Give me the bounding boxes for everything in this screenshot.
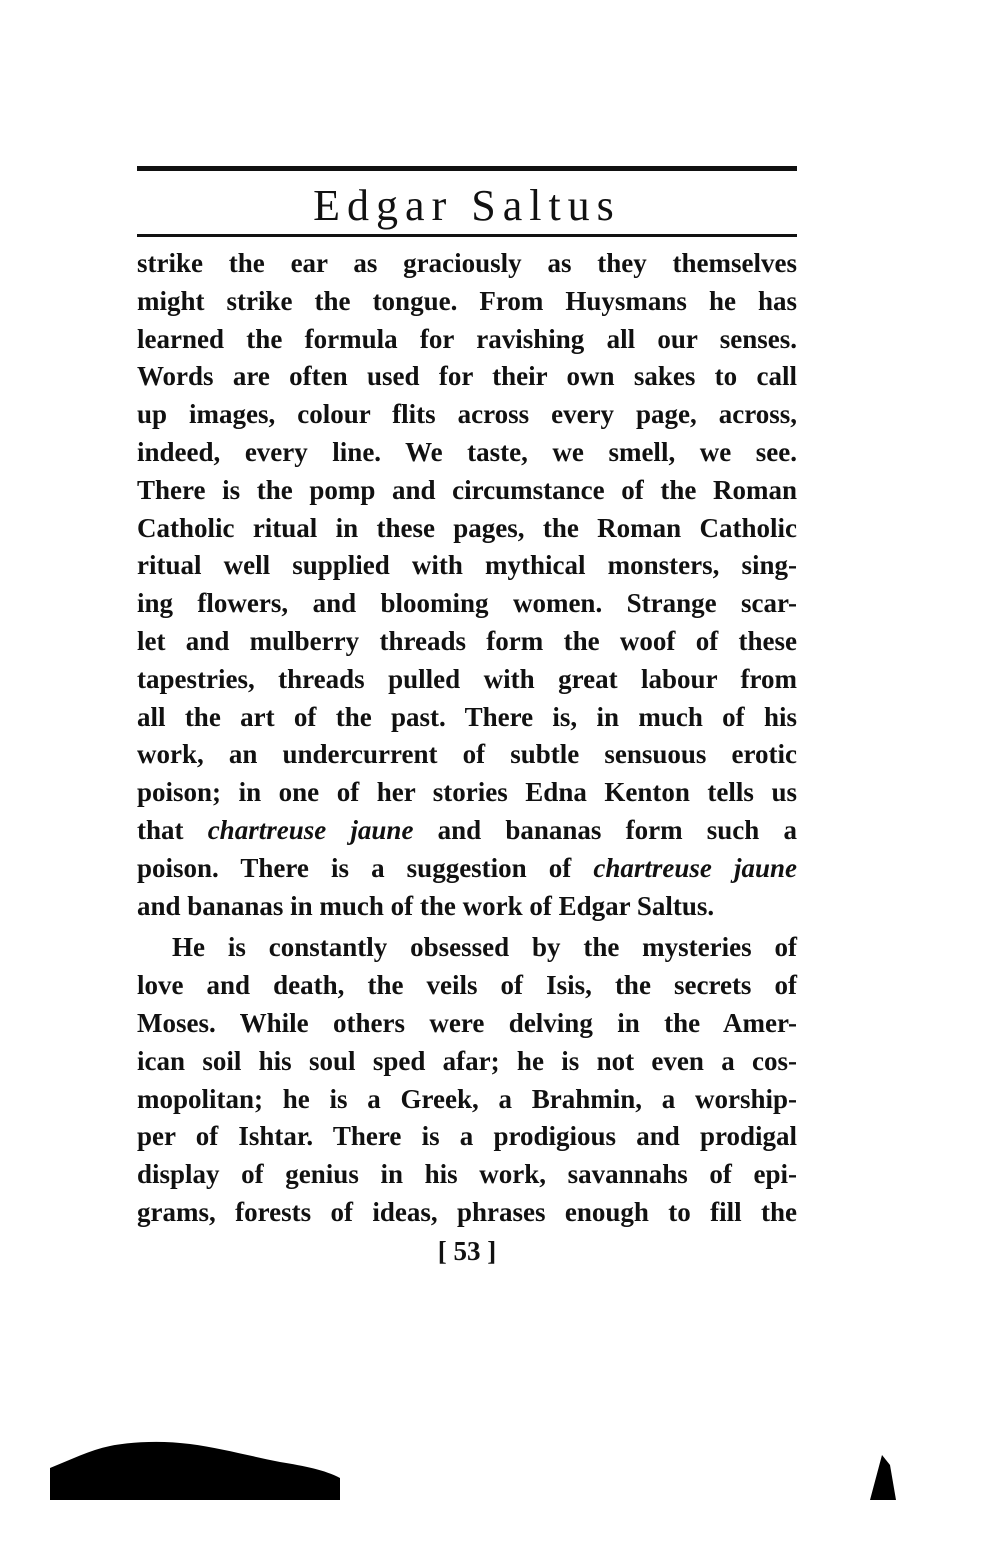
- text-line: Moses. While others were delving in the Amer-: [137, 1007, 797, 1038]
- text-line: display of genius in his work, savannahs of epi-: [137, 1159, 797, 1190]
- text-line: Words are often used for their own sakes to call: [137, 361, 797, 392]
- text-line: might strike the tongue. From Huysmans he has: [137, 285, 797, 316]
- body-text: [137, 245, 797, 1232]
- text-line: strike the ear as graciously as they themselves: [137, 248, 797, 278]
- text-line: Catholic ritual in these pages, the Roman Catholic: [137, 512, 797, 543]
- text-line: all the art of the past. There is, in much of his: [137, 701, 797, 732]
- text-run: that: [137, 814, 208, 845]
- text-line: work, an undercurrent of subtle sensuous erotic: [137, 739, 797, 770]
- italic-phrase: chartreuse jaune: [207, 814, 414, 845]
- text-line: ican soil his soul sped afar; he is not even a cos-: [137, 1045, 797, 1076]
- text-line: He is constantly obsessed by the mysteries of: [172, 932, 797, 963]
- text-line: There is the pomp and circumstance of the Roman: [137, 474, 797, 505]
- text-run: and bananas form such a: [413, 814, 798, 845]
- text-run: poison. There is a suggestion of: [137, 852, 594, 883]
- text-line: let and mulberry threads form the woof of these: [137, 625, 797, 656]
- header-top-rule: [137, 166, 797, 171]
- text-line: love and death, the veils of Isis, the secrets of: [137, 970, 797, 1001]
- text-line: [137, 812, 797, 850]
- page-number: [ 53 ]: [437, 1236, 497, 1266]
- text-line: mopolitan; he is a Greek, a Brahmin, a worship-: [137, 1083, 797, 1114]
- text-line: per of Ishtar. There is a prodigious and prodigal: [137, 1121, 797, 1152]
- text-line: grams, forests of ideas, phrases enough to fill the: [137, 1196, 797, 1227]
- text-line: ing flowers, and blooming women. Strange scar-: [137, 588, 797, 619]
- text-line: tapestries, threads pulled with great labour from: [137, 663, 797, 694]
- text-line: up images, colour flits across every page, across,: [137, 399, 797, 430]
- text-line: ritual well supplied with mythical monsters, sing-: [137, 550, 797, 581]
- text-line: poison; in one of her stories Edna Kenton tells us: [137, 777, 797, 808]
- running-head-title: Edgar Saltus: [313, 181, 621, 230]
- text-line: [137, 850, 797, 888]
- text-line: and bananas in much of the work of Edgar Saltus.: [137, 890, 715, 921]
- ink-blot-left: [50, 1440, 340, 1500]
- italic-phrase: chartreuse jaune: [593, 852, 797, 883]
- header-bottom-rule: [137, 234, 797, 237]
- text-line: learned the formula for ravishing all our senses.: [137, 323, 797, 354]
- ink-blot-right: [870, 1455, 900, 1500]
- text-line: indeed, every line. We taste, we smell, we see.: [137, 436, 797, 467]
